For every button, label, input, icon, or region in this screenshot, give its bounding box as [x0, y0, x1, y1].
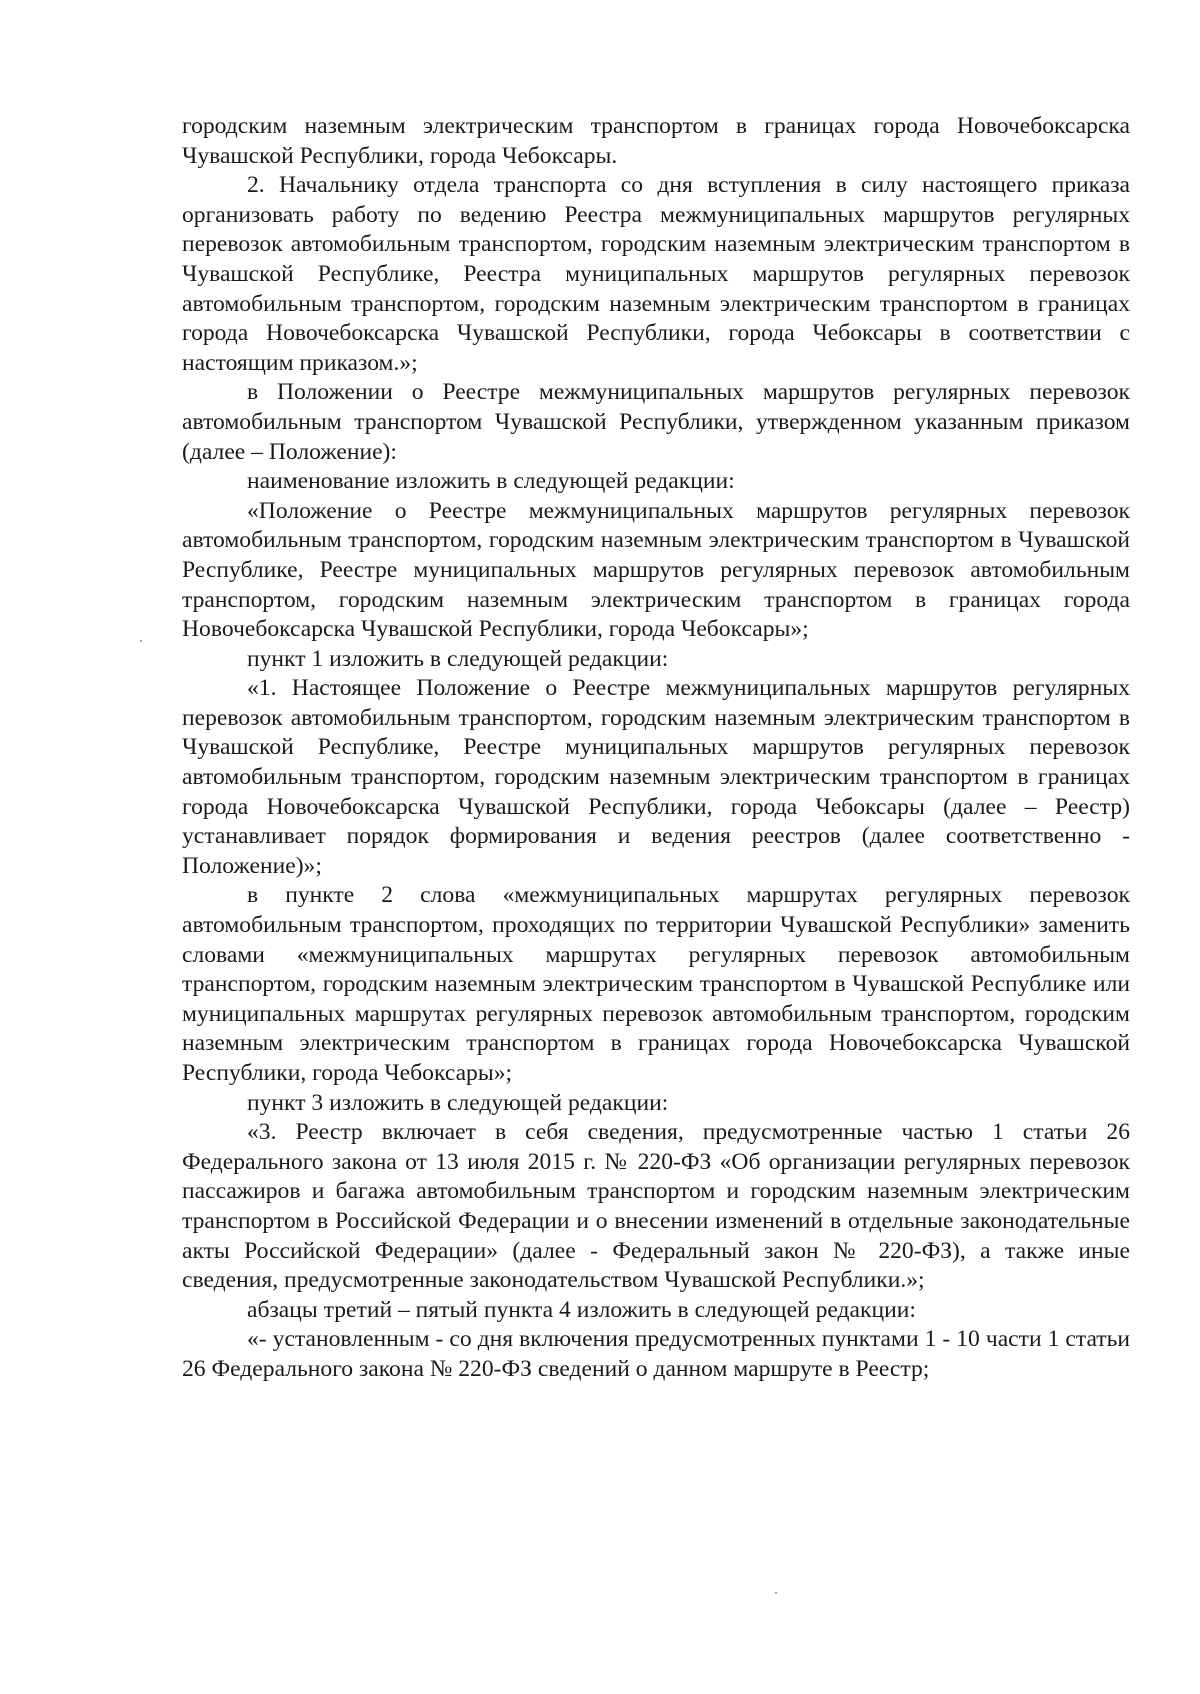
- paragraph: «- установленным - со дня включения предусмотренных пунктами 1 - 10 части 1 статьи 26 Федерального закона № 220-ФЗ сведений о данном маршруте в Реестр;: [182, 1326, 1130, 1382]
- paragraph: «3. Реестр включает в себя сведения, предусмотренные частью 1 статьи 26 Федерального закона от 13 июля 2015 г. № 220-ФЗ «Об организации регулярных перевозок пассажиров и багажа автомобильным транспортом и городским наземным электрическим транспортом в Российской Федерации и о внесении изменений в отдельные законодательные акты Российской Федерации» (далее - Федеральный закон № 220-ФЗ), а также иные сведения, предусмотренные законодательством Чувашской Республики.»;: [182, 1119, 1130, 1294]
- scan-speck: [140, 640, 142, 642]
- paragraph: в пункте 2 слова «межмуниципальных маршрутах регулярных перевозок автомобильным транспортом, проходящих по территории Чувашской Республики» заменить словами «межмуниципальных маршрутах регулярных перевозок автомобильным транспортом, городским наземным электрическим транспортом в Чувашской Республике или муниципальных маршрутах регулярных перевозок автомобильным транспортом, городским наземным электрическим транспортом в границах города Новочебоксарска Чувашской Республики, города Чебоксары»;: [182, 882, 1130, 1086]
- paragraph: в Положении о Реестре межмуниципальных маршрутов регулярных перевозок автомобильным транспортом Чувашской Республики, утвержденном указанным приказом (далее – Положение):: [182, 379, 1130, 465]
- paragraph: городским наземным электрическим транспортом в границах города Новочебоксарска Чувашской Республики, города Чебоксары.: [182, 113, 1130, 169]
- paragraph: пункт 1 изложить в следующей редакции:: [247, 645, 669, 672]
- scan-speck: [775, 1592, 777, 1594]
- paragraph: наименование изложить в следующей редакции:: [247, 468, 735, 495]
- document-body: [182, 112, 1130, 1385]
- paragraph: пункт 3 изложить в следующей редакции:: [247, 1089, 669, 1116]
- paragraph: «1. Настоящее Положение о Реестре межмуниципальных маршрутов регулярных перевозок автомобильным транспортом, городским наземным электрическим транспортом в Чувашской Республике, Реестре муниципальных маршрутов регулярных перевозок автомобильным транспортом, городским наземным электрическим транспортом в границах города Новочебоксарска Чувашской Республики, города Чебоксары (далее – Реестр) устанавливает порядок формирования и ведения реестров (далее соответственно - Положение)»;: [182, 675, 1130, 879]
- paragraph: «Положение о Реестре межмуниципальных маршрутов регулярных перевозок автомобильным транспортом, городским наземным электрическим транспортом в Чувашской Республике, Реестре муниципальных маршрутов регулярных перевозок автомобильным транспортом, городским наземным электрическим транспортом в границах города Новочебоксарска Чувашской Республики, города Чебоксары»;: [182, 497, 1130, 643]
- paragraph: 2. Начальнику отдела транспорта со дня вступления в силу настоящего приказа организовать работу по ведению Реестра межмуниципальных маршрутов регулярных перевозок автомобильным транспортом, городским наземным электрическим транспортом в Чувашской Республике, Реестра муниципальных маршрутов регулярных перевозок автомобильным транспортом, городским наземным электрическим транспортом в границах города Новочебоксарска Чувашской Республики, города Чебоксары в соответствии с настоящим приказом.»;: [182, 172, 1130, 376]
- paragraph: абзацы третий – пятый пункта 4 изложить в следующей редакции:: [247, 1296, 916, 1323]
